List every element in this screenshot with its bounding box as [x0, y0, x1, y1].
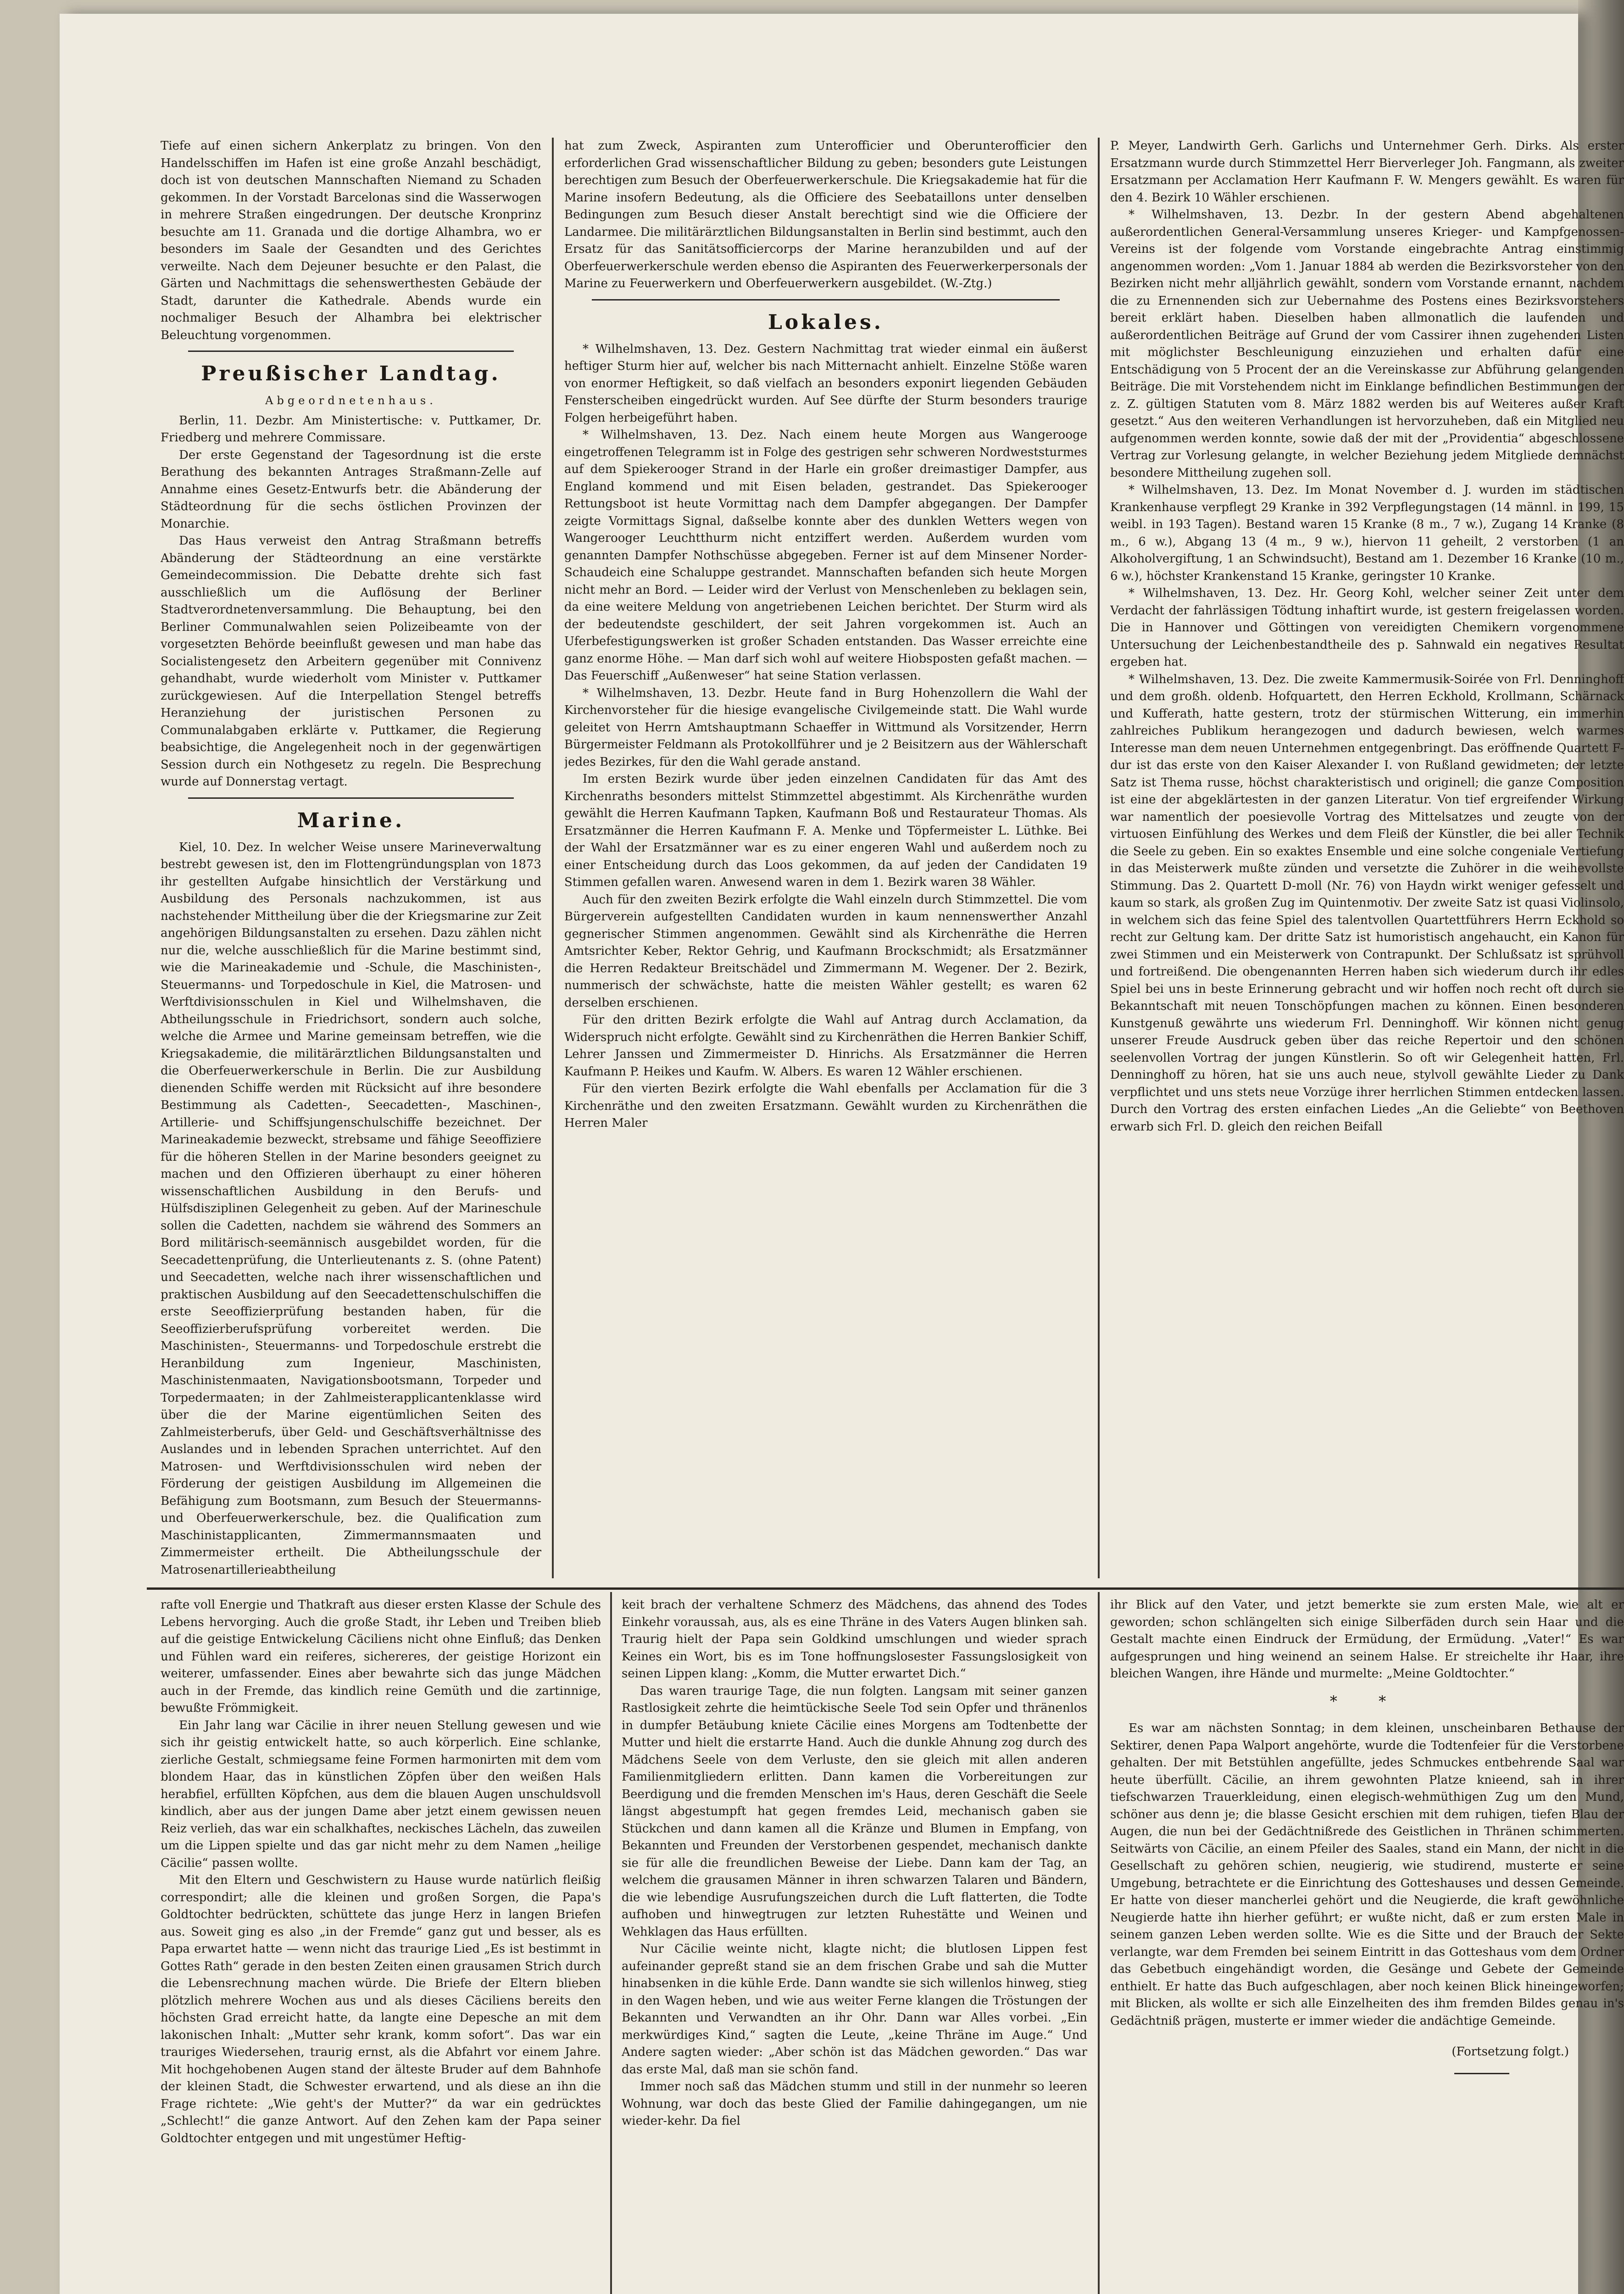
separator	[188, 351, 514, 352]
article-text: Tiefe auf einen sichern Ankerplatz zu bringen. Von den Handelsschiffen im Hafen ist eine große Anzahl beschädigt, doch ist von deutschen Mannschaften Niemand zu Schaden gekommen. In der Vorstadt Barcelonas sind die Wasserwogen in mehrere Straßen eingedrungen. Der deutsche Kronprinz besuchte am 11. Granada und die dortige Alhambra, wo er besonders im Saale der Gesandten und des Gerichtes verweilte. Nach dem Dejeuner besuchte er den Palast, die Gärten und Nachmittags die sehenswerthesten Gebäude der Stadt, darunter die Kathedrale. Abends wurde ein nochmaliger Besuch der Alhambra bei elektrischer Beleuchtung vorgenommen.	[161, 139, 541, 342]
article-text: * Wilhelmshaven, 13. Dezbr. In der gestern Abend abgehaltenen außerordentlichen General-Versammlung unseres Krieger- und Kampfgenossen-Vereins ist der folgende vom Vorstande eingebrachte Antrag einstimmig angenommen worden: „Vom 1. Januar 1884 ab werden die Bezirksvorsteher von den Bezirken nicht mehr alljährlich gewählt, sondern vom Vorstande ernannt, nachdem die zu Ernennenden sich zur Uebernahme des Postens eines Bezirksvorstehers bereit erklärt haben. Dieselben haben allmonatlich die laufenden und außerordentlichen Beiträge auf Grund der vom Cassirer ihnen zugehenden Listen mit möglichster Beschleunigung einzuziehen und erhalten dafür eine Entschädigung von 5 Procent der an die Vereinskasse zur Abführung gelangenden Beiträge. Die mit Vorstehendem nicht im Einklange befindlichen Bestimmungen der z. Z. gültigen Statuten vom 8. März 1882 werden bis auf Weiteres außer Kraft gesetzt.“ Aus den weiteren Verhandlungen ist hervorzuheben, daß ein Mitglied neu aufgenommen werden konnte, sowie daß der mit der „Providentia“ abgeschlossene Vertrag zur Vorlesung gelangte, in welcher Beziehung jedem Mitgliede demnächst besondere Mittheilung zugehen soll.	[1110, 208, 1624, 480]
column-rule	[552, 138, 554, 1578]
article-text: Auch für den zweiten Bezirk erfolgte die Wahl einzeln durch Stimmzettel. Die vom Bürgerverein aufgestellten Candidaten wurden in kaum nennenswerther Anzahl gegnerischer Stimmen angenommen. Gewählt sind als Kirchenräthe die Herren Amtsrichter Keber, Rektor Gehrig, und Kaufmann Brockschmidt; als Ersatzmänner die Herren Redakteur Breitschädel und Zimmermann M. Wegener. Der 2. Bezirk, nummerisch der schwächste, hatte die meisten Wähler gestellt; es waren 62 derselben erschienen.	[564, 892, 1087, 1010]
article-text: Der erste Gegenstand der Tagesordnung ist die erste Berathung des bekannten Antrages Straßmann-Zelle auf Annahme eines Gesetz-Entwurfs betr. die Abänderung der Städteordnung für die sechs östlichen Provinzen der Monarchie.	[161, 448, 541, 531]
story-text: Nur Cäcilie weinte nicht, klagte nicht; die blutlosen Lippen fest aufeinander gepreßt stand sie an dem frischen Grabe und sah die Mutter hinabsenken in die kühle Erde. Dann wandte sie sich willenlos hinweg, stieg in den Wagen heben, und wie aus weiter Ferne klangen die Tröstungen der Bekannten und Verwandten an ihr Ohr. Dann war Alles vorbei. „Ein merkwürdiges Kind,“ sagten die Leute, „keine Thräne im Auge.“ Und Andere sagten wieder: „Aber schön ist das Mädchen geworden.“ Das war das erste Mal, daß man sie schön fand.	[622, 1942, 1087, 2077]
section-heading-marine: Marine.	[297, 808, 405, 832]
column-1	[161, 138, 541, 1583]
story-text: Ein Jahr lang war Cäcilie in ihrer neuen Stellung gewesen und wie sich ihr geistig entwickelt hatte, so auch körperlich. Eine schlanke, zierliche Gestalt, schmiegsame feine Formen harmonirten mit dem vom blondem Haar, das in künstlichen Zöpfen über den weißen Hals herabfiel, erfüllten Köpfchen, aus dem die blauen Augen unschuldsvoll kindlich, aber aus der jungen Dame aber jetzt einem gewissen neuen Reiz verlieh, das war ein schalkhaftes, neckisches Lächeln, das zuweilen um die Lippen spielte und das gar nicht mehr zu dem Namen „heilige Cäcilie“ passen wollte.	[161, 1718, 601, 1870]
section-stars: * *	[1329, 1692, 1405, 1710]
continued-note: (Fortsetzung folgt.)	[1452, 2045, 1569, 2059]
article-text: Für den vierten Bezirk erfolgte die Wahl ebenfalls per Acclamation für die 3 Kirchenräthe und den zweiten Ersatzmann. Gewählt wurden zu Kirchenräthen die Herren Maler	[564, 1082, 1087, 1130]
story-text: Das waren traurige Tage, die nun folgten. Langsam mit seiner ganzen Rastlosigkeit zehrte die heimtückische Seele Tod sein Opfer und thränenlos in dumpfer Betäubung kniete Cäcilie eines Morgens am Todtenbette der Mutter und hielt die erstarrte Hand. Auch die dunkle Ahnung zog durch des Mädchens Seele von dem Verluste, den sie gleich mit allen anderen Familienmitgliedern erlitten. Dann kamen die Vorbereitungen zur Beerdigung und die fremden Menschen im's Haus, deren Geschäft die Seele längst abgestumpft hat gegen fremdes Leid, mechanisch gaben sie Stückchen und dann kamen all die Kränze und Blumen in Empfang, von Bekannten und Freunden der Verstorbenen gespendet, mechanisch dankte sie für alle die freundlichen Beweise der Liebe. Dann kam der Tag, an welchem die grausamen Männer in ihren schwarzen Talaren und Bändern, die wie lebendige Ausrufungszeichen durch die Luft flatterten, die Todte aufhoben und hinwegtrugen zur letzten Ruhestätte und Weinen und Wehklagen das Haus erfüllten.	[622, 1684, 1087, 1939]
article-text: Im ersten Bezirk wurde über jeden einzelnen Candidaten für das Amt des Kirchenraths besonders mittelst Stimmzettel abgestimmt. Als Kirchenräthe wurden gewählt die Herren Kaufmann Tapken, Kaufmann Boß und Restaurateur Thomas. Als Ersatzmänner die Herren Kaufmann F. A. Menke und Töpfermeister L. Lüthke. Bei der Wahl der Ersatzmänner war es zu einer engeren Wahl und außerdem noch zu einer Entscheidung durch das Loos gekommen, da auf jeden der Candidaten 19 Stimmen gefallen waren. Anwesend waren in dem 1. Bezirk waren 38 Wähler.	[564, 772, 1087, 889]
story-text: rafte voll Energie und Thatkraft aus dieser ersten Klasse der Schule des Lebens hervorging. Auch die große Stadt, ihr Leben und Treiben blieb auf die geistige Entwickelung Cäciliens nicht ohne Einfluß; das Denken und Fühlen ward ein reiferes, sichereres, der geistige Horizont ein weiterer, umfassender. Eines aber bewahrte sich das junge Mädchen auch in der Fremde, das kindlich reine Gemüth und die zartinnige, bewußte Frömmigkeit.	[161, 1598, 601, 1715]
feuilleton-rule	[147, 1587, 1624, 1590]
feuilleton-column-3	[1110, 1597, 1624, 2294]
story-text: keit brach der verhaltene Schmerz des Mädchens, das ahnend des Todes Einkehr voraussah, aus, als es eine Thräne in des Vaters Augen blinken sah. Traurig hielt der Papa sein Goldkind umschlungen und wieder sprach Keines ein Wort, bis es im Tone hoffnungslosester Fassungslosigkeit von seinen Lippen klang: „Komm, die Mutter erwartet Dich.“	[622, 1598, 1087, 1681]
story-text: ihr Blick auf den Vater, und jetzt bemerkte sie zum ersten Male, wie alt er geworden; schon schlängelten sich einige Silberfäden durch sein Haar und die Gestalt machte einen Eindruck der Ermüdung, der Ermüdung. „Vater!“ Es war aufgesprungen und hing weinend an seinem Halse. Er streichelte ihr Haar, ihre bleichen Wangen, ihre Hände und murmelte: „Meine Goldtochter.“	[1110, 1598, 1624, 1681]
story-text: Mit den Eltern und Geschwistern zu Hause wurde natürlich fleißig correspondirt; alle die kleinen und großen Sorgen, die Papa's Goldtochter bedrückten, schüttete das junge Herz in langen Briefen aus. Soweit ging es also „in der Fremde“ ganz gut und besser, als es Papa erwartet hatte — wenn nicht das traurige Lied „Es ist bestimmt in Gottes Rath“ gerade in den besten Zeiten einen grausamen Strich durch die Lebensrechnung machen würde. Die Briefe der Eltern blieben plötzlich mehrere Wochen aus und als dieses Cäciliens bereits den höchsten Grad erreicht hatte, da langte eine Depesche an mit dem lakonischen Inhalt: „Mutter sehr krank, komm sofort“. Das war ein trauriges Wiedersehen, traurig ernst, als die Abfahrt vor einem Jahre. Mit hochgehobenen Augen stand der älteste Bruder auf dem Bahnhofe der kleinen Stadt, die Schwester erwartend, und als diese an ihn die Frage richtete: „Wie geht's der Mutter?“ da war ein gedrücktes „Schlecht!“ die ganze Antwort. Auf den Zehen kam der Papa seiner Goldtochter entgegen und mit ungestümer Heftig-	[161, 1873, 601, 2145]
article-text: * Wilhelmshaven, 13. Dez. Die zweite Kammermusik-Soirée von Frl. Denninghoff und dem großh. oldenb. Hofquartett, den Herren Eckhold, Krollmann, Schärnack und Kufferath, hatte gestern, trotz der stürmischen Witterung, ein immerhin zahlreiches Publikum herangezogen und dadurch bewiesen, welch warmes Interesse man dem neuen Unternehmen entgegenbringt. Das eröffnende Quartett F-dur ist das erste von den Kaiser Alexander I. von Rußland gewidmeten; der letzte Satz ist Thema russe, höchst charakteristisch und originell; die ganze Composition ist eine der abgeklärtesten in der ganzen Literatur. Von tief ergreifender Wirkung war namentlich der poesievolle Vortrag des Mittelsatzes und zeugte von der virtuosen Einfühlung des Werkes und dem Fleiß der Künstler, die bei aller Technik die Seele zu geben. Ein so exaktes Ensemble und eine solche congeniale Vertiefung in das Meisterwerk mußte zünden und versetzte die Zuhörer in die weihevollste Stimmung. Das 2. Quartett D-moll (Nr. 76) von Haydn wirkt weniger gefesselt und kaum so stark, als großen Zug im Quintenmotiv. Der zweite Satz ist quasi Violinsolo, in welchem sich das feine Spiel des talentvollen Quartettführers Herrn Eckhold so recht zur Geltung kam. Der dritte Satz ist humoristisch angehaucht, ein Kanon für zwei Stimmen und ein Meisterwerk von Contrapunkt. Der Schlußsatz ist sprühvoll und fortreißend. Die obengenannten Herren haben sich wiederum durch ihr edles Spiel bei uns in beste Erinnerung gebracht und wir hoffen noch recht oft durch sie Bekanntschaft mit neuen Tonschöpfungen machen zu können. Einen besonderen Kunstgenuß gewährte uns wiederum Frl. Denninghoff. Wir können nicht genug unserer Freude Ausdruck geben über das reiche Repertoir und den schönen seelenvollen Vortrag der jungen Künstlerin. So oft wir Gelegenheit hatten, Frl. Denninghoff zu hören, hat sie uns auch neue, stylvoll gewählte Lieder zu Dank verpflichtet und uns stets neue Vorzüge ihrer herrlichen Stimmen entdecken lassen. Durch den Vortrag des ersten einfachen Liedes „An die Geliebte“ von Beethoven erwarb sich Frl. D. gleich den reichen Beifall	[1110, 672, 1624, 1134]
column-rule	[610, 1592, 612, 2294]
article-text: Das Haus verweist den Antrag Straßmann betreffs Abänderung der Städteordnung an eine verstärkte Gemeindecommission. Die Debatte drehte sich fast ausschließlich um die Auflösung der Berliner Stadtverordnetenversammlung. Die Behauptung, bei den Berliner Communalwahlen seien Polizeibeamte von der vorgesetzten Behörde beeinflußt gewesen und man habe das Socialistengesetz den Arbeitern gegenüber mit Connivenz gehandhabt, wurde wiederholt vom Minister v. Puttkamer zurückgewiesen. Auf die Interpellation Stengel betreffs Heranziehung der juristischen Personen zu Communalabgaben erklärte v. Puttkamer, die Regierung beabsichtige, die Angelegenheit noch in der gegenwärtigen Session durch ein Nothgesetz zu regeln. Die Besprechung wurde auf Donnerstag vertagt.	[161, 534, 541, 789]
article-text: Berlin, 11. Dezbr. Am Ministertische: v. Puttkamer, Dr. Friedberg und mehrere Commissare.	[161, 413, 541, 445]
article-text: * Wilhelmshaven, 13. Dez. Gestern Nachmittag trat wieder einmal ein äußerst heftiger Sturm hier auf, welcher bis nach Mitternacht anhielt. Einzelne Stöße waren von enormer Heftigkeit, so daß vielfach an besonders exponirt liegenden Gebäuden Fensterscheiben eingedrückt wurden. Auf See dürfte der Sturm besonders traurige Folgen herbeigeführt haben.	[564, 342, 1087, 425]
section-heading-lokales: Lokales.	[768, 310, 884, 334]
separator	[592, 299, 1060, 301]
section-heading-landtag: Preußischer Landtag.	[201, 362, 501, 385]
article-text: * Wilhelmshaven, 13. Dez. Nach einem heute Morgen aus Wangerooge eingetroffenen Telegramm ist in Folge des gestrigen sehr schweren Nordweststurmes auf dem Spiekerooger Strand in der Harle ein großer dreimastiger Dampfer, aus England kommend und mit Eisen beladen, gestrandet. Das Spiekerooger Rettungsboot ist heute Vormittag nach dem Dampfer abgegangen. Der Dampfer zeigte Vormittags Signal, daßselbe konnte aber des dunklen Wetters wegen von Wangerooger Leuchtthurm nicht entziffert werden. Außerdem wurden vom genannten Dampfer Nothschüsse abgegeben. Ferner ist auf dem Minsener Norder-Schaudeich eine Schaluppe gestrandet. Mannschaften befanden sich heute Morgen nicht mehr an Bord. — Leider wird der Verlust von Menschenleben zu beklagen sein, da eine weitere Meldung von angetriebenen Leichen berichtet. Der Sturm wird als der bedeutendste geschildert, der seit Jahren vorgekommen ist. Auch an Uferbefestigungswerken ist großer Schaden entstanden. Das Wasser erreichte eine ganz enorme Höhe. — Man darf sich wohl auf weitere Hiobsposten gefaßt machen. — Das Feuerschiff „Außenweser“ hat seine Station verlassen.	[564, 428, 1087, 683]
feuilleton-column-2	[622, 1597, 1087, 2294]
article-text: Kiel, 10. Dez. In welcher Weise unsere Marineverwaltung bestrebt gewesen ist, den im Flottengründungsplan von 1873 ihr gestellten Aufgabe hinsichtlich der Verstärkung und Ausbildung des Personals nachzukommen, ist aus nachstehender Mittheilung über die der Kriegsmarine zur Zeit angehörigen Bildungsanstalten zu ersehen. Dazu zählen nicht nur die, welche ausschließlich für die Marine bestimmt sind, wie die Marineakademie und -Schule, die Maschinisten-, Steuermanns- und Torpedoschule in Kiel, die Matrosen- und Werftdivisionsschulen in Kiel und Wilhelmshaven, die Abtheilungsschule in Friedrichsort, sondern auch solche, welche die Armee und Marine gemeinsam betreffen, wie die Kriegsakademie, die militärärztlichen Bildungsanstalten und die Oberfeuerwerkerschule in Berlin. Die zur Ausbildung dienenden Schiffe werden mit Rücksicht auf ihre besondere Bestimmung als Cadetten-, Seecadetten-, Maschinen-, Artillerie- und Schiffsjungenschulschiffe bezeichnet. Der Marineakademie bezweckt, strebsame und fähige Seeoffiziere für die höheren Stellen in der Marine besonders geeignet zu machen und den Offizieren überhaupt zu einer höheren wissenschaftlichen Ausbildung in den Berufs- und Hülfsdisziplinen Gelegenheit zu geben. Auf der Marineschule sollen die Cadetten, nachdem sie während des Sommers an Bord militärisch-seemännisch ausgebildet worden, für die Seecadettenprüfung, die Unterlieutenants z. S. (ohne Patent) und Seecadetten, welche nach ihrer wissenschaftlichen und praktischen Ausbildung auf den Seecadettenschulschiffen die erste Seeoffizierprüfung bestanden haben, für die Seeoffizierberufsprüfung vorbereitet werden. Die Maschinisten-, Steuermanns- und Torpedoschule erstrebt die Heranbildung zum Ingenieur, Maschinisten, Maschinistenmaaten, Navigationsbootsmann, Torpeder und Torpedermaaten; in der Zahlmeisterapplicantenklasse wird über die der Marine eigentümlichen Seiten des Zahlmeisterberufs, über Geld- und Geschäftsverhältnisse des Auslandes und in lebenden Sprachen unterrichtet. Auf den Matrosen- und Werftdivisionsschulen wird neben der Förderung der geistigen Ausbildung im Allgemeinen die Befähigung zum Bootsmann, zum Besuch der Steuermanns- und Oberfeuerwerkerschule, bez. die Qualification zum Maschinistapplicanten, Zimmermannsmaaten und Zimmermeister ertheilt. Die Abtheilungsschule der Matrosenartillerieabtheilung	[161, 840, 541, 1577]
article-text: hat zum Zweck, Aspiranten zum Unterofficier und Oberunterofficier den erforderlichen Grad wissenschaftlicher Bildung zu geben; besonders gute Leistungen berechtigen zum Besuch der Oberfeuerwerkerschule. Die Kriegsakademie hat für die Marine insofern Bedeutung, als die Officiere des Seebataillons unter denselben Bedingungen zum Besuch dieser Anstalt berechtigt sind wie die Officiere der Landarmee. Die militärärztlichen Bildungsanstalten in Berlin sind bestimmt, auch den Ersatz für das Sanitätsofficiercorps der Marine heranzubilden und auf der Oberfeuerwerkerschule werden ebenso die Aspiranten des Feuerwerkerpersonals der Marine zu Feuerwerkern und Oberfeuerwerkern ausgebildet. (W.-Ztg.)	[564, 139, 1087, 290]
article-text: Für den dritten Bezirk erfolgte die Wahl auf Antrag durch Acclamation, da Widerspruch nicht erfolgte. Gewählt sind zu Kirchenräthen die Herren Bankier Schiff, Lehrer Janssen und Zimmermeister D. Hinrichs. Als Ersatzmänner die Herren Kaufmann P. Heikes und Kaufm. W. Albers. Es waren 12 Wähler erschienen.	[564, 1013, 1087, 1079]
separator	[188, 797, 514, 799]
article-text: P. Meyer, Landwirth Gerh. Garlichs und Unternehmer Gerh. Dirks. Als erster Ersatzmann wurde durch Stimmzettel Herr Bierverleger Joh. Fangmann, als zweiter Ersatzmann per Acclamation Herr Kaufmann F. W. Mengers gewählt. Es waren für den 4. Bezirk 10 Wähler erschienen.	[1110, 139, 1624, 205]
story-text: Es war am nächsten Sonntag; in dem kleinen, unscheinbaren Bethause der Sektirer, denen Papa Walport angehörte, wurde die Todtenfeier für die Verstorbene gehalten. Der mit Betstühlen angefüllte, jedes Schmuckes entbehrende Saal war heute überfüllt. Cäcilie, an ihrem gewohnten Platze knieend, sah in ihrer tiefschwarzen Trauerkleidung, einen elegisch-wehmüthigen Zug um den Mund, schöner aus denn je; die blasse Gesicht erschien mit dem ruhigen, tiefen Blau der Augen, die nun bei der Gedächtnißrede des Geistlichen in Thränen schimmerten. Seitwärts von Cäcilie, an einem Pfeiler des Saales, stand ein Mann, der nicht in die Gesellschaft zu gehören schien, neugierig, wie studirend, musterte er seine Umgebung, betrachtete er die Einrichtung des Gotteshauses und dessen Gemeinde. Er hatte von dieser mancherlei gehört und die Neugierde, die kraft gewöhnliche Neugierde hatte ihn hierher geführt; er wußte nicht, daß er zum ersten Male in seinem ganzen Leben werden sollte. Wie es die Sitte und der Brauch der Sekte verlangte, war dem Fremden bei seinem Eintritt in das Gotteshaus vom dem Ordner das Gebetbuch eingehändigt worden, die Gesänge und Gebete der Gemeinde enthielt. Er hatte das Buch aufgeschlagen, aber noch keinen Blick hineingeworfen; mit Blicken, als wollte er sich alle Einzelheiten des ihm fremden Bildes genau in's Gedächtniß prägen, musterte er immer wieder die andächtige Gemeinde.	[1110, 1721, 1624, 2028]
article-text: * Wilhelmshaven, 13. Dez. Hr. Georg Kohl, welcher seiner Zeit unter dem Verdacht der fahrlässigen Tödtung inhaftirt wurde, ist gestern freigelassen worden. Die in Hannover und Göttingen von vereidigten Chemikern vorgenommene Untersuchung der Leichenbestandtheile des p. Sahnwald ein negatives Resultat ergeben hat.	[1110, 586, 1624, 669]
column-2	[564, 138, 1087, 1583]
section-subheading: Abgeordnetenhaus.	[265, 394, 437, 407]
feuilleton-column-1	[161, 1597, 601, 2294]
article-text: * Wilhelmshaven, 13. Dez. Im Monat November d. J. wurden im städtischen Krankenhause verpflegt 29 Kranke in 392 Verpflegungstagen (14 männl. in 199, 15 weibl. in 193 Tagen). Bestand waren 15 Kranke (8 m., 7 w.), Zugang 14 Kranke (8 m., 6 w.), Abgang 13 (4 m., 9 w.), hiervon 11 geheilt, 2 verstorben (1 an Alkoholvergiftung, 1 an Schwindsucht), Bestand am 1. Dezember 16 Kranke (10 m., 6 w.), höchster Krankenstand 15 Kranke, geringster 10 Kranke.	[1110, 483, 1624, 583]
column-rule	[1098, 138, 1100, 1578]
newspaper-page	[60, 14, 1624, 2294]
article-text: * Wilhelmshaven, 13. Dezbr. Heute fand in Burg Hohenzollern die Wahl der Kirchenvorsteher für die hiesige evangelische Civilgemeinde statt. Die Wahl wurde geleitet von Herrn Amtshauptmann Schaeffer in Wittmund als Vorsitzender, Herrn Bürgermeister Feldmann als Protokollführer und je 2 Beisitzern aus der Wählerschaft jedes Bezirkes, für den die Wahl gerade anstand.	[564, 686, 1087, 769]
column-3	[1110, 138, 1624, 1583]
column-rule	[1098, 1592, 1100, 2294]
end-rule	[1454, 2073, 1509, 2074]
story-text: Immer noch saß das Mädchen stumm und still in der nunmehr so leeren Wohnung, war doch das beste Glied der Familie dahingegangen, um nie wieder-kehr. Da fiel	[622, 2080, 1087, 2128]
